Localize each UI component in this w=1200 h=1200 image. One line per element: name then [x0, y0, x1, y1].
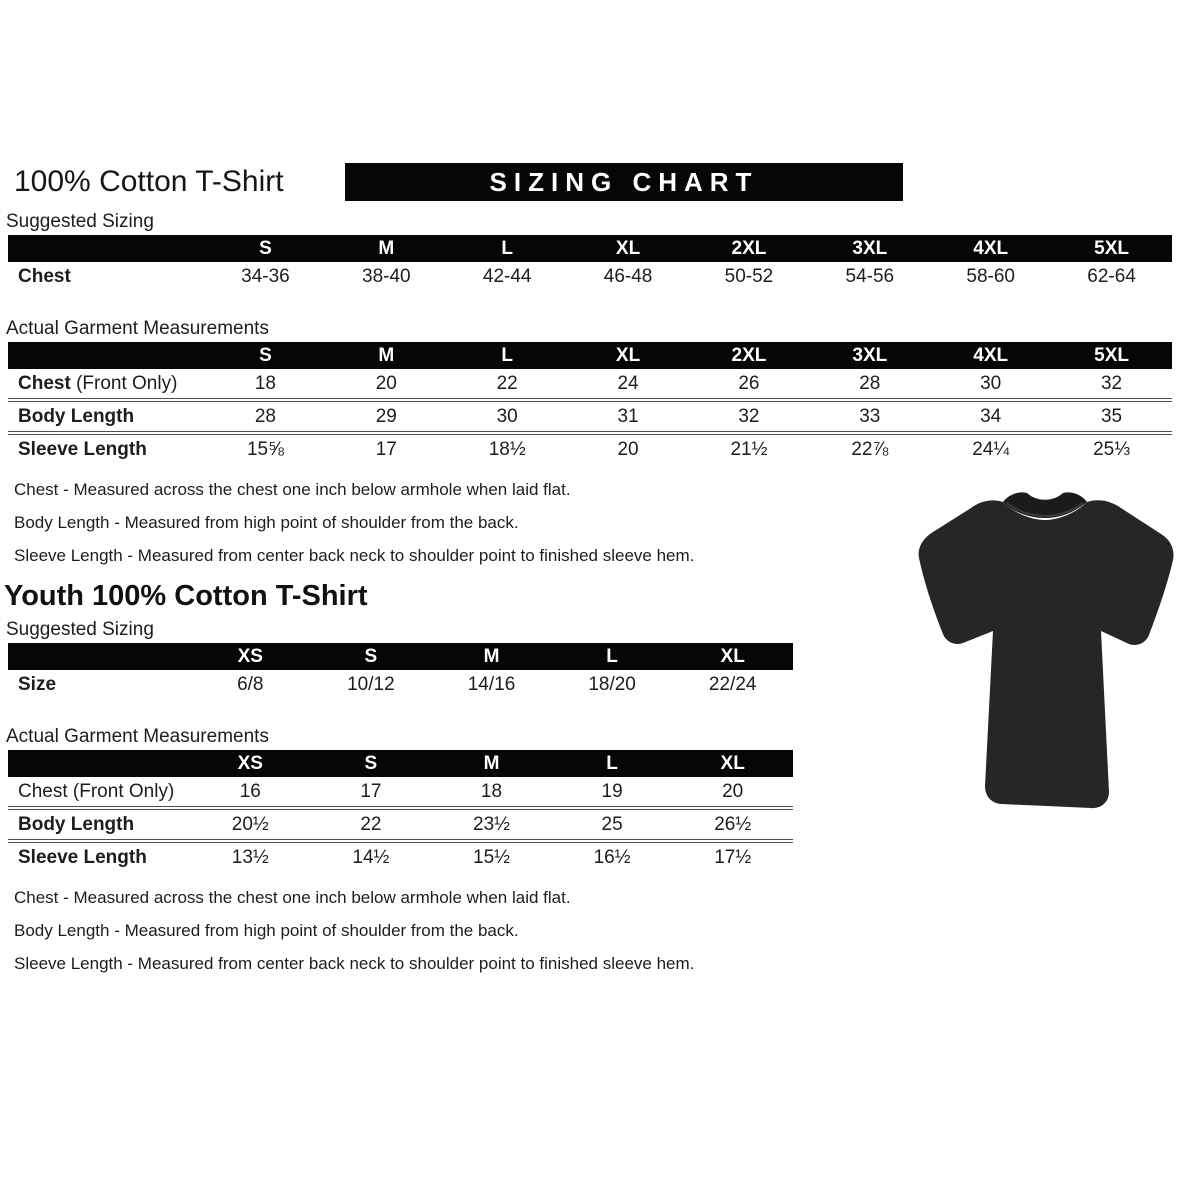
table-cell: 54-56: [845, 266, 895, 287]
column-header: S: [364, 752, 378, 774]
column-header: L: [606, 645, 618, 667]
youth-measurement-notes: [14, 888, 1200, 974]
table-cell: 50-52: [724, 266, 774, 287]
adult-suggested-sizing-table: [8, 235, 1200, 292]
adult-suggested-sizing-label: Suggested Sizing: [6, 211, 154, 232]
column-header: 4XL: [973, 344, 1009, 366]
row-label: Chest (Front Only): [18, 372, 178, 394]
table-cell: 17: [360, 780, 382, 802]
column-header: L: [606, 752, 618, 774]
table-cell: 20: [617, 438, 639, 460]
row-label: Chest (Front Only): [18, 780, 175, 802]
table-header-row: [8, 235, 1172, 262]
table-row: [8, 369, 1172, 398]
table-cell: 18/20: [588, 674, 636, 695]
column-header: 4XL: [973, 237, 1009, 259]
column-header: XL: [615, 344, 641, 366]
table-cell: 15½: [473, 846, 510, 868]
column-header: XS: [237, 645, 263, 667]
table-cell: 13½: [231, 846, 269, 868]
table-header-row: [8, 750, 793, 777]
note-sleeve-length: Sleeve Length - Measured from center back neck to shoulder point to finished sleeve hem.: [14, 954, 695, 973]
youth-section-title: Youth 100% Cotton T-Shirt: [4, 580, 368, 612]
table-cell: 30: [980, 372, 1002, 394]
table-row: [8, 431, 1172, 464]
table-row: [8, 262, 1172, 292]
table-cell: 32: [738, 405, 760, 427]
tshirt-body-shape: [919, 500, 1174, 808]
table-cell: 24¼: [972, 438, 1010, 460]
table-cell: 29: [375, 405, 397, 427]
column-header: M: [378, 237, 395, 259]
column-header: S: [259, 237, 272, 259]
column-header: 5XL: [1094, 237, 1129, 259]
table-cell: 28: [254, 405, 276, 427]
note-chest: Chest - Measured across the chest one inch below armhole when laid flat.: [14, 888, 571, 907]
table-cell: 23½: [473, 813, 510, 835]
table-cell: 26½: [714, 813, 752, 835]
row-label: Size: [18, 674, 57, 695]
table-cell: 18: [480, 780, 503, 802]
table-row: [8, 398, 1172, 431]
note-chest: Chest - Measured across the chest one inch below armhole when laid flat.: [14, 480, 571, 499]
adult-actual-measurements-table: [8, 342, 1200, 464]
table-cell: 21½: [730, 438, 768, 460]
table-cell: 35: [1100, 405, 1123, 427]
table-row: [8, 806, 793, 839]
table-cell: 46-48: [603, 266, 653, 287]
table-cell: 18: [254, 372, 276, 394]
table-cell: 25: [601, 813, 623, 835]
tshirt-photo: [895, 476, 1195, 824]
sizing-chart-banner: SIZING CHART: [345, 163, 903, 201]
table-header-row: [8, 643, 793, 670]
column-header: L: [501, 344, 513, 366]
note-body-length: Body Length - Measured from high point of shoulder from the back.: [14, 513, 519, 532]
table-cell: 17½: [714, 846, 752, 868]
table-cell: 20: [722, 780, 744, 802]
table-cell: 19: [601, 780, 623, 802]
table-header-row: [8, 342, 1172, 369]
table-cell: 62-64: [1087, 266, 1136, 287]
table-cell: 42-44: [482, 266, 532, 287]
column-header: 3XL: [852, 344, 888, 366]
column-header: 2XL: [731, 237, 767, 259]
table-cell: 31: [617, 405, 639, 427]
table-cell: 6/8: [237, 674, 264, 695]
table-cell: 33: [859, 405, 881, 427]
column-header: M: [378, 344, 395, 366]
column-header: M: [483, 752, 500, 774]
table-cell: 34-36: [241, 266, 290, 287]
table-cell: 22/24: [708, 674, 757, 695]
table-cell: 15⅝: [246, 438, 284, 460]
table-cell: 22: [360, 813, 382, 835]
table-cell: 14/16: [467, 674, 516, 695]
column-header: M: [483, 645, 500, 667]
row-label: Body Length: [18, 813, 135, 835]
table-cell: 22: [496, 372, 518, 394]
row-label: Sleeve Length: [18, 438, 147, 460]
page-header: [0, 163, 1200, 205]
table-cell: 18½: [488, 438, 526, 460]
table-cell: 24: [617, 372, 639, 394]
table-cell: 16½: [593, 846, 631, 868]
table-cell: 28: [859, 372, 881, 394]
youth-actual-measurements-label: Actual Garment Measurements: [6, 726, 269, 747]
table-cell: 32: [1100, 372, 1123, 394]
column-header: S: [259, 344, 272, 366]
table-cell: 20½: [231, 813, 269, 835]
table-cell: 20: [375, 372, 397, 394]
page-title: 100% Cotton T-Shirt: [14, 165, 284, 198]
table-cell: 17: [375, 438, 397, 460]
column-header: XL: [720, 752, 745, 774]
table-cell: 58-60: [966, 266, 1015, 287]
table-cell: 14½: [352, 846, 390, 868]
table-cell: 10/12: [347, 674, 395, 695]
adult-actual-measurements-label: Actual Garment Measurements: [6, 318, 269, 339]
table-row: [8, 670, 793, 700]
column-header: S: [364, 645, 378, 667]
note-sleeve-length: Sleeve Length - Measured from center back neck to shoulder point to finished sleeve hem.: [14, 546, 695, 565]
table-cell: 16: [239, 780, 261, 802]
column-header: 5XL: [1094, 344, 1129, 366]
table-cell: 22⅞: [851, 438, 889, 460]
column-header: 3XL: [852, 237, 888, 259]
column-header: L: [501, 237, 513, 259]
column-header: XL: [615, 237, 641, 259]
table-cell: 34: [980, 405, 1002, 427]
column-header: 2XL: [731, 344, 767, 366]
table-row: [8, 777, 793, 806]
row-label: Body Length: [18, 405, 135, 427]
table-cell: 30: [496, 405, 518, 427]
column-header: XL: [720, 645, 745, 667]
note-body-length: Body Length - Measured from high point of shoulder from the back.: [14, 921, 519, 940]
row-label: Chest: [18, 266, 71, 287]
table-row: [8, 839, 793, 872]
column-header: XS: [237, 752, 263, 774]
table-cell: 26: [738, 372, 760, 394]
youth-suggested-sizing-label: Suggested Sizing: [6, 619, 154, 640]
table-cell: 38-40: [362, 266, 411, 287]
table-cell: 25⅓: [1093, 438, 1131, 460]
row-label: Sleeve Length: [18, 846, 147, 868]
